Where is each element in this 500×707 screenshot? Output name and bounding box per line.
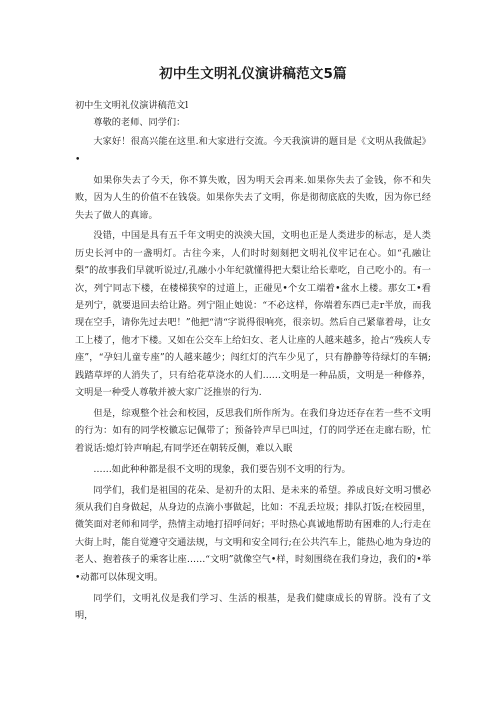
document-subtitle: 初中生文明礼仪演讲稿范文l <box>75 100 189 111</box>
paragraph-losing-civility: 如果你失去了今天，你不算失败，因为明天会再来.如果你失去了金钱，你不和失败，因为人生的价值不在钱袋。如果你失去了文明，你是彻彻底底的失败，因为你已经失去了做人的真谛。 <box>75 174 431 221</box>
paragraph-start-from-ourselves: 同学们，我们是祖国的花朵、是初升的太阳、是未来的希望。养成良好文明习惯必须从我们自身做起，从身边的点滴小事做起，比如：不乱丢垃圾；排队打饭;在校园里，微笑面对老师和同学，热情主动地打招呼问好；平时热心真诚地帮助有困难的人;行走在大街上时，能自觉遵守交通法规，与文明和安全同行;在公共汽车上，能热心地为身边的老人、抱着孩子的乘客让座……“文明”就像空气•样，时刻围绕在我们身边，我们的•举•动都可以体现文明。 <box>75 484 431 583</box>
paragraph-salutation: 尊敬的老师、同学们： <box>93 117 186 128</box>
document-title: 初中生文明礼仪演讲稿范文5篇 <box>159 66 347 82</box>
paragraph-farewell-uncivil: ……如此种种都是很不文明的现象，我们要告别不文明的行为。 <box>93 463 351 475</box>
document-page <box>75 62 431 628</box>
paragraph-history-examples: 没错，中国是具有五千年文明史的泱泱大国，文明也正是人类进步的标志，是人类历史长河中的一盏明灯。古往今来，人们时时刻刻把文明礼仪牢记在心。如“孔融让梨”的故事我们早就听说过/,孔融小小年纪就懂得把大梨让给长辈吃，自己吃小的。有一次，列宁同志下楼，在楼梯狭窄的过道上，正碰见•个女工端着•盆水上楼。那女工•看是列宁，就要退回去给让路。列宁阻止她说：“不必这样，你端着东西已走r半放，而我现在空手，请你先过去吧！”他把“清“字说得很响亮，很亲切。然后自己紧靠着母，让女工上楼了，他才下楼。又如在公交车上给妇女、老人让座的人越来越多，抢占“残疾人专座”，“孕妇儿童专座”的人越来越少；闯红灯的汽车少见了，只有静静等待绿灯的车辆;践踏草坪的人消失了，只有给花草浇水的人们……文明是一种品质，文明是一种修养，文明是一种受人尊敬并被大家广泛推崇的行为. <box>75 230 431 399</box>
paragraph-uncivil-behaviors: 但是，综观整个社会和校园，反思我们所作所为。在我们身边还存在若一些不文明的行为：如有的同学校徽忘记佩带了；预备铃声早已叫过，仃的同学还在走廊右盼，忙着说话:熄灯铃声响起,有同学还在朝转反侧，难以入眠 <box>75 408 431 454</box>
paragraph-civility-foundation: 同学们，文明礼仪是我们学习、生活的根基，是我们健康成长的胃脐。没有了文明， <box>75 592 431 621</box>
paragraph-greeting: 大家好！很高兴能在这里.和大家进行交流。今天我演讲的题目是《文明从我做起》• <box>75 136 431 165</box>
